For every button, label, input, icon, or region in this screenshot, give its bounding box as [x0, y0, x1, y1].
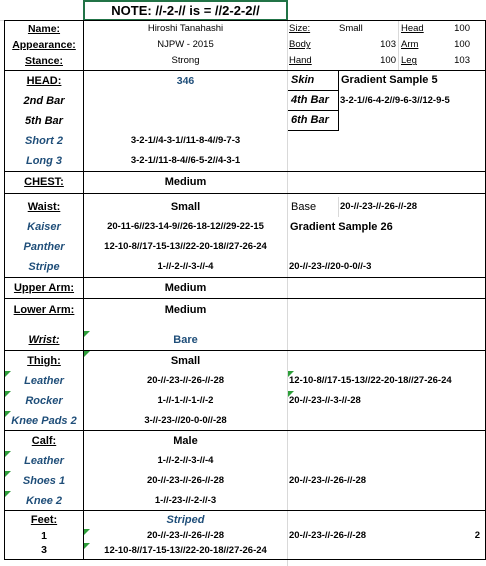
base-value[interactable]: 20-//-23-//-26-//-28 [340, 201, 418, 213]
comment-marker [5, 371, 11, 377]
lower-arm-label: Lower Arm: [13, 303, 75, 316]
stance-label: Stance: [25, 54, 63, 67]
shoes-label: Shoes 1 [22, 474, 66, 487]
comment-marker [5, 491, 11, 497]
shoes-right-value[interactable]: 20-//-23-//-26-//-28 [289, 475, 367, 487]
feet-row1-label: 1 [41, 529, 47, 542]
comment-marker [5, 391, 11, 397]
waist-label: Waist: [27, 200, 61, 213]
waist-value[interactable]: Small [170, 200, 201, 213]
note-cell[interactable]: NOTE: //-2-// is = //2-2-2// [83, 0, 288, 21]
arm-value[interactable]: 100 [454, 39, 470, 51]
bar4-label: 4th Bar [291, 94, 329, 106]
feet-row1-right-value[interactable]: 20-//-23-//-26-//-28 [289, 530, 367, 542]
bar6-label: 6th Bar [291, 114, 329, 126]
thigh-leather-value[interactable]: 20-//-23-//-26-//-28 [146, 375, 225, 387]
thigh-value[interactable]: Small [170, 354, 201, 367]
head-section-value[interactable]: 346 [176, 74, 195, 87]
panther-value[interactable]: 12-10-8//17-15-13//22-20-18//27-26-24 [104, 241, 267, 253]
name-label: Name: [27, 22, 61, 35]
thigh-label: Thigh: [27, 354, 61, 367]
grid-line [398, 20, 399, 70]
skin-value[interactable]: Gradient Sample 5 [341, 74, 438, 86]
calf-knee-value[interactable]: 1-//-23-//-2-//-3 [154, 495, 217, 507]
head-label: Head [401, 23, 424, 35]
upper-arm-value[interactable]: Medium [164, 281, 207, 294]
short2-value[interactable]: 3-2-1//4-3-1//11-8-4//9-7-3 [130, 135, 241, 147]
comment-marker [84, 351, 90, 357]
long3-label: Long 3 [25, 154, 63, 167]
feet-value[interactable]: Striped [166, 513, 205, 526]
thigh-leather-right-value[interactable]: 12-10-8//17-15-13//22-20-18//27-26-24 [289, 375, 452, 387]
chest-value[interactable]: Medium [164, 176, 207, 188]
appearance-label: Appearance: [12, 38, 76, 51]
feet-row1-right-num[interactable]: 2 [474, 530, 480, 542]
comment-marker [84, 331, 90, 337]
separator [4, 193, 486, 194]
separator [288, 130, 339, 131]
appearance-value[interactable]: NJPW - 2015 [157, 39, 214, 51]
calf-value[interactable]: Male [173, 434, 198, 447]
bar4-value[interactable]: 3-2-1//6-4-2//9-6-3//12-9-5 [340, 94, 450, 106]
grid-line [338, 197, 339, 217]
border [4, 559, 486, 560]
name-value[interactable]: Hiroshi Tanahashi [147, 23, 224, 35]
size-label: Size: [289, 23, 311, 35]
comment-marker [5, 451, 11, 457]
waist-stripe-right-value[interactable]: 20-//-23-//20-0-0//-3 [289, 261, 372, 273]
feet-row1-value[interactable]: 20-//-23-//-26-//-28 [146, 530, 225, 542]
thigh-leather-label: Leather [24, 374, 64, 387]
leg-value[interactable]: 103 [454, 55, 470, 67]
comment-marker [84, 529, 90, 535]
rocker-right-value[interactable]: 20-//-23-//-3-//-28 [289, 395, 361, 407]
size-value[interactable]: Small [339, 23, 363, 35]
long3-value[interactable]: 3-2-1//11-8-4//6-5-2//4-3-1 [130, 155, 241, 167]
waist-gradient-value[interactable]: Gradient Sample 26 [290, 220, 393, 233]
stance-value[interactable]: Strong [171, 55, 200, 67]
upper-arm-label: Upper Arm: [13, 281, 75, 294]
head-value[interactable]: 100 [454, 23, 470, 35]
lower-arm-value[interactable]: Medium [164, 303, 207, 316]
body-label: Body [289, 39, 311, 51]
chest-label: CHEST: [24, 176, 64, 188]
feet-row3-value[interactable]: 12-10-8//17-15-13//22-20-18//27-26-24 [104, 544, 267, 556]
hand-label: Hand [289, 55, 312, 67]
short2-label: Short 2 [25, 134, 63, 147]
shoes-value[interactable]: 20-//-23-//-26-//-28 [146, 475, 225, 487]
leg-label: Leg [401, 55, 417, 67]
knee-pads-value[interactable]: 3-//-23-//20-0-0//-28 [144, 415, 227, 427]
bar2-label: 2nd Bar [23, 94, 65, 107]
body-value[interactable]: 103 [380, 39, 396, 51]
calf-leather-value[interactable]: 1-//-2-//-3-//-4 [157, 455, 214, 467]
stripe-label: Stripe [28, 260, 60, 273]
feet-label: Feet: [30, 513, 58, 526]
calf-label: Calf: [31, 434, 57, 447]
grid-line [287, 20, 288, 566]
head-section-label: HEAD: [26, 74, 62, 87]
knee-pads-label: Knee Pads 2 [11, 414, 77, 427]
wrist-label: Wrist: [28, 334, 60, 346]
bar5-label: 5th Bar [25, 114, 63, 127]
base-label: Base [291, 200, 317, 213]
kaiser-value[interactable]: 20-11-6//23-14-9//26-18-12//29-22-15 [107, 221, 264, 233]
calf-knee-label: Knee 2 [25, 494, 63, 507]
skin-label: Skin [291, 74, 315, 86]
feet-row3-label: 3 [41, 544, 47, 557]
comment-marker [288, 371, 294, 377]
stripe-value[interactable]: 1-//-2-//-3-//-4 [157, 261, 214, 273]
comment-marker [288, 391, 294, 397]
separator [338, 70, 339, 131]
comment-marker [5, 471, 11, 477]
calf-leather-label: Leather [24, 454, 64, 467]
arm-label: Arm [401, 39, 419, 51]
panther-label: Panther [23, 240, 65, 253]
rocker-value[interactable]: 1-//-1-//-1-//-2 [157, 395, 214, 407]
wrist-value[interactable]: Bare [173, 334, 198, 346]
rocker-label: Rocker [25, 394, 63, 407]
hand-value[interactable]: 100 [380, 55, 396, 67]
kaiser-label: Kaiser [27, 220, 61, 233]
comment-marker [84, 543, 90, 549]
comment-marker [5, 411, 11, 417]
